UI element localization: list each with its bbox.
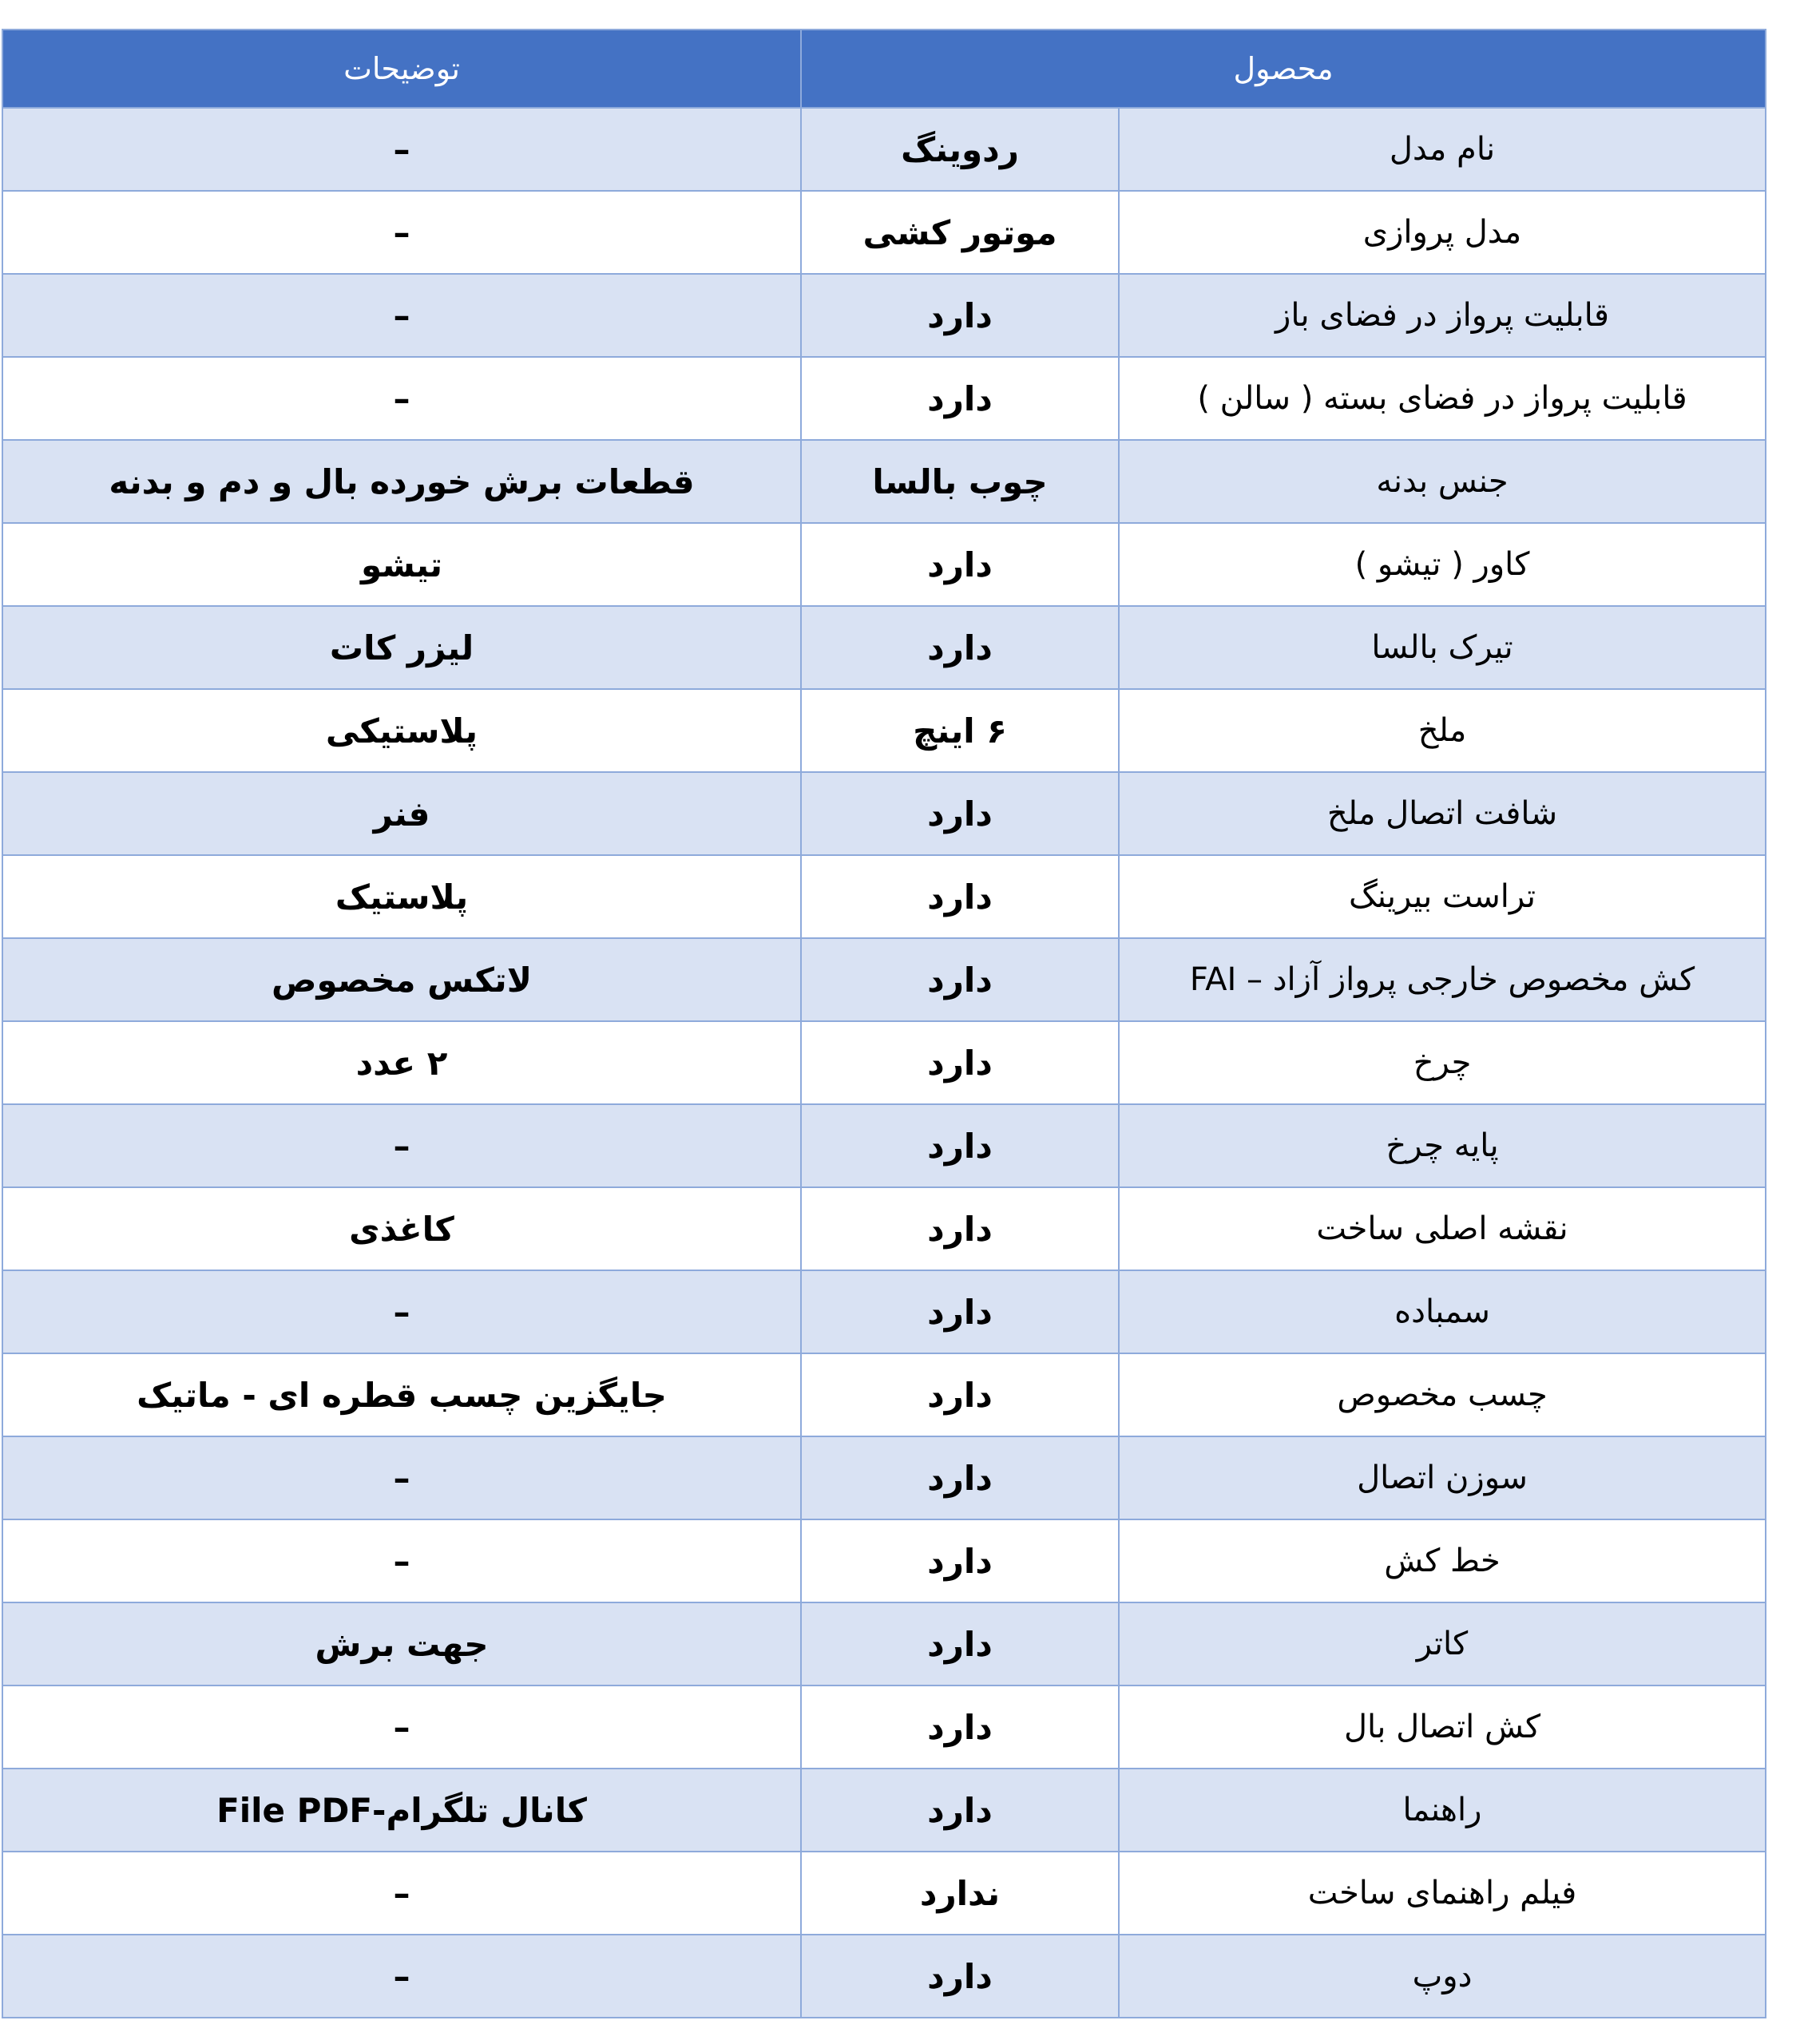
table-row	[2, 689, 1766, 772]
cell-property: قابلیت پرواز در فضای باز	[1119, 274, 1766, 357]
cell-property: شافت اتصال ملخ	[1119, 772, 1766, 855]
cell-description: پلاستیکی	[2, 689, 801, 772]
header-description: توضیحات	[2, 30, 801, 108]
cell-property: کش اتصال بال	[1119, 1686, 1766, 1769]
table-row	[2, 440, 1766, 523]
cell-description: جایگزین چسب قطره ای - ماتیک	[2, 1353, 801, 1436]
cell-description: –	[2, 1686, 801, 1769]
cell-value: دارد	[801, 938, 1119, 1021]
header-product: محصول	[801, 30, 1766, 108]
cell-value: دارد	[801, 606, 1119, 689]
cell-value: ردوینگ	[801, 108, 1119, 191]
cell-value: دارد	[801, 1187, 1119, 1270]
cell-property: سمباده	[1119, 1270, 1766, 1353]
cell-value: دارد	[801, 1021, 1119, 1104]
cell-property: سوزن اتصال	[1119, 1436, 1766, 1519]
table-row	[2, 274, 1766, 357]
cell-property: خط کش	[1119, 1519, 1766, 1602]
cell-property: راهنما	[1119, 1769, 1766, 1852]
cell-property: تیرک بالسا	[1119, 606, 1766, 689]
table-body	[2, 108, 1766, 2018]
cell-property: دوپ	[1119, 1935, 1766, 2018]
cell-value: دارد	[801, 1769, 1119, 1852]
cell-description: –	[2, 1935, 801, 2018]
cell-description: لیزر کات	[2, 606, 801, 689]
table-row	[2, 938, 1766, 1021]
table-row	[2, 1021, 1766, 1104]
cell-description: کانال تلگرام-File PDF	[2, 1769, 801, 1852]
cell-description: قطعات برش خورده بال و دم و بدنه	[2, 440, 801, 523]
cell-description: کاغذی	[2, 1187, 801, 1270]
cell-description: پلاستیک	[2, 855, 801, 938]
cell-property: فیلم راهنمای ساخت	[1119, 1852, 1766, 1935]
cell-property: پایه چرخ	[1119, 1104, 1766, 1187]
cell-description: فنر	[2, 772, 801, 855]
cell-description: –	[2, 274, 801, 357]
cell-description: –	[2, 108, 801, 191]
table-row	[2, 1187, 1766, 1270]
cell-property: ملخ	[1119, 689, 1766, 772]
cell-description: لاتکس مخصوص	[2, 938, 801, 1021]
cell-value: دارد	[801, 274, 1119, 357]
cell-property: کاتر	[1119, 1602, 1766, 1686]
cell-value: دارد	[801, 1519, 1119, 1602]
table-row	[2, 1852, 1766, 1935]
cell-description: –	[2, 1104, 801, 1187]
cell-description: جهت برش	[2, 1602, 801, 1686]
cell-description: –	[2, 357, 801, 440]
table-row	[2, 1270, 1766, 1353]
cell-property: قابلیت پرواز در فضای بسته ( سالن )	[1119, 357, 1766, 440]
cell-value: دارد	[801, 772, 1119, 855]
cell-value: دارد	[801, 1935, 1119, 2018]
table-row	[2, 1686, 1766, 1769]
table-row	[2, 1602, 1766, 1686]
cell-value: ۶ اینچ	[801, 689, 1119, 772]
cell-value: دارد	[801, 1436, 1119, 1519]
table-row	[2, 523, 1766, 606]
cell-value: دارد	[801, 855, 1119, 938]
spec-table	[2, 29, 1766, 2018]
cell-value: دارد	[801, 1686, 1119, 1769]
table-row	[2, 1935, 1766, 2018]
cell-value: دارد	[801, 357, 1119, 440]
table-row	[2, 1519, 1766, 1602]
cell-property: نام مدل	[1119, 108, 1766, 191]
table-row	[2, 191, 1766, 274]
table-row	[2, 1769, 1766, 1852]
cell-description: –	[2, 1270, 801, 1353]
cell-description: –	[2, 191, 801, 274]
cell-description: –	[2, 1519, 801, 1602]
cell-description: تیشو	[2, 523, 801, 606]
cell-value: دارد	[801, 1270, 1119, 1353]
cell-property: کش مخصوص خارجی پرواز آزاد – FAI	[1119, 938, 1766, 1021]
cell-property: چرخ	[1119, 1021, 1766, 1104]
cell-value: چوب بالسا	[801, 440, 1119, 523]
cell-property: کاور ( تیشو )	[1119, 523, 1766, 606]
cell-value: دارد	[801, 523, 1119, 606]
table-row	[2, 1104, 1766, 1187]
cell-value: موتور کشی	[801, 191, 1119, 274]
table-row	[2, 855, 1766, 938]
table-row	[2, 357, 1766, 440]
cell-property: جنس بدنه	[1119, 440, 1766, 523]
table-row	[2, 1353, 1766, 1436]
cell-property: نقشه اصلی ساخت	[1119, 1187, 1766, 1270]
cell-description: ۲ عدد	[2, 1021, 801, 1104]
cell-property: چسب مخصوص	[1119, 1353, 1766, 1436]
table-row	[2, 108, 1766, 191]
cell-property: تراست بیرینگ	[1119, 855, 1766, 938]
table-row	[2, 772, 1766, 855]
table-header-row	[2, 30, 1766, 108]
cell-value: دارد	[801, 1353, 1119, 1436]
table-row	[2, 1436, 1766, 1519]
cell-description: –	[2, 1852, 801, 1935]
table-row	[2, 606, 1766, 689]
cell-value: دارد	[801, 1104, 1119, 1187]
cell-description: –	[2, 1436, 801, 1519]
cell-value: ندارد	[801, 1852, 1119, 1935]
cell-value: دارد	[801, 1602, 1119, 1686]
cell-property: مدل پروازی	[1119, 191, 1766, 274]
